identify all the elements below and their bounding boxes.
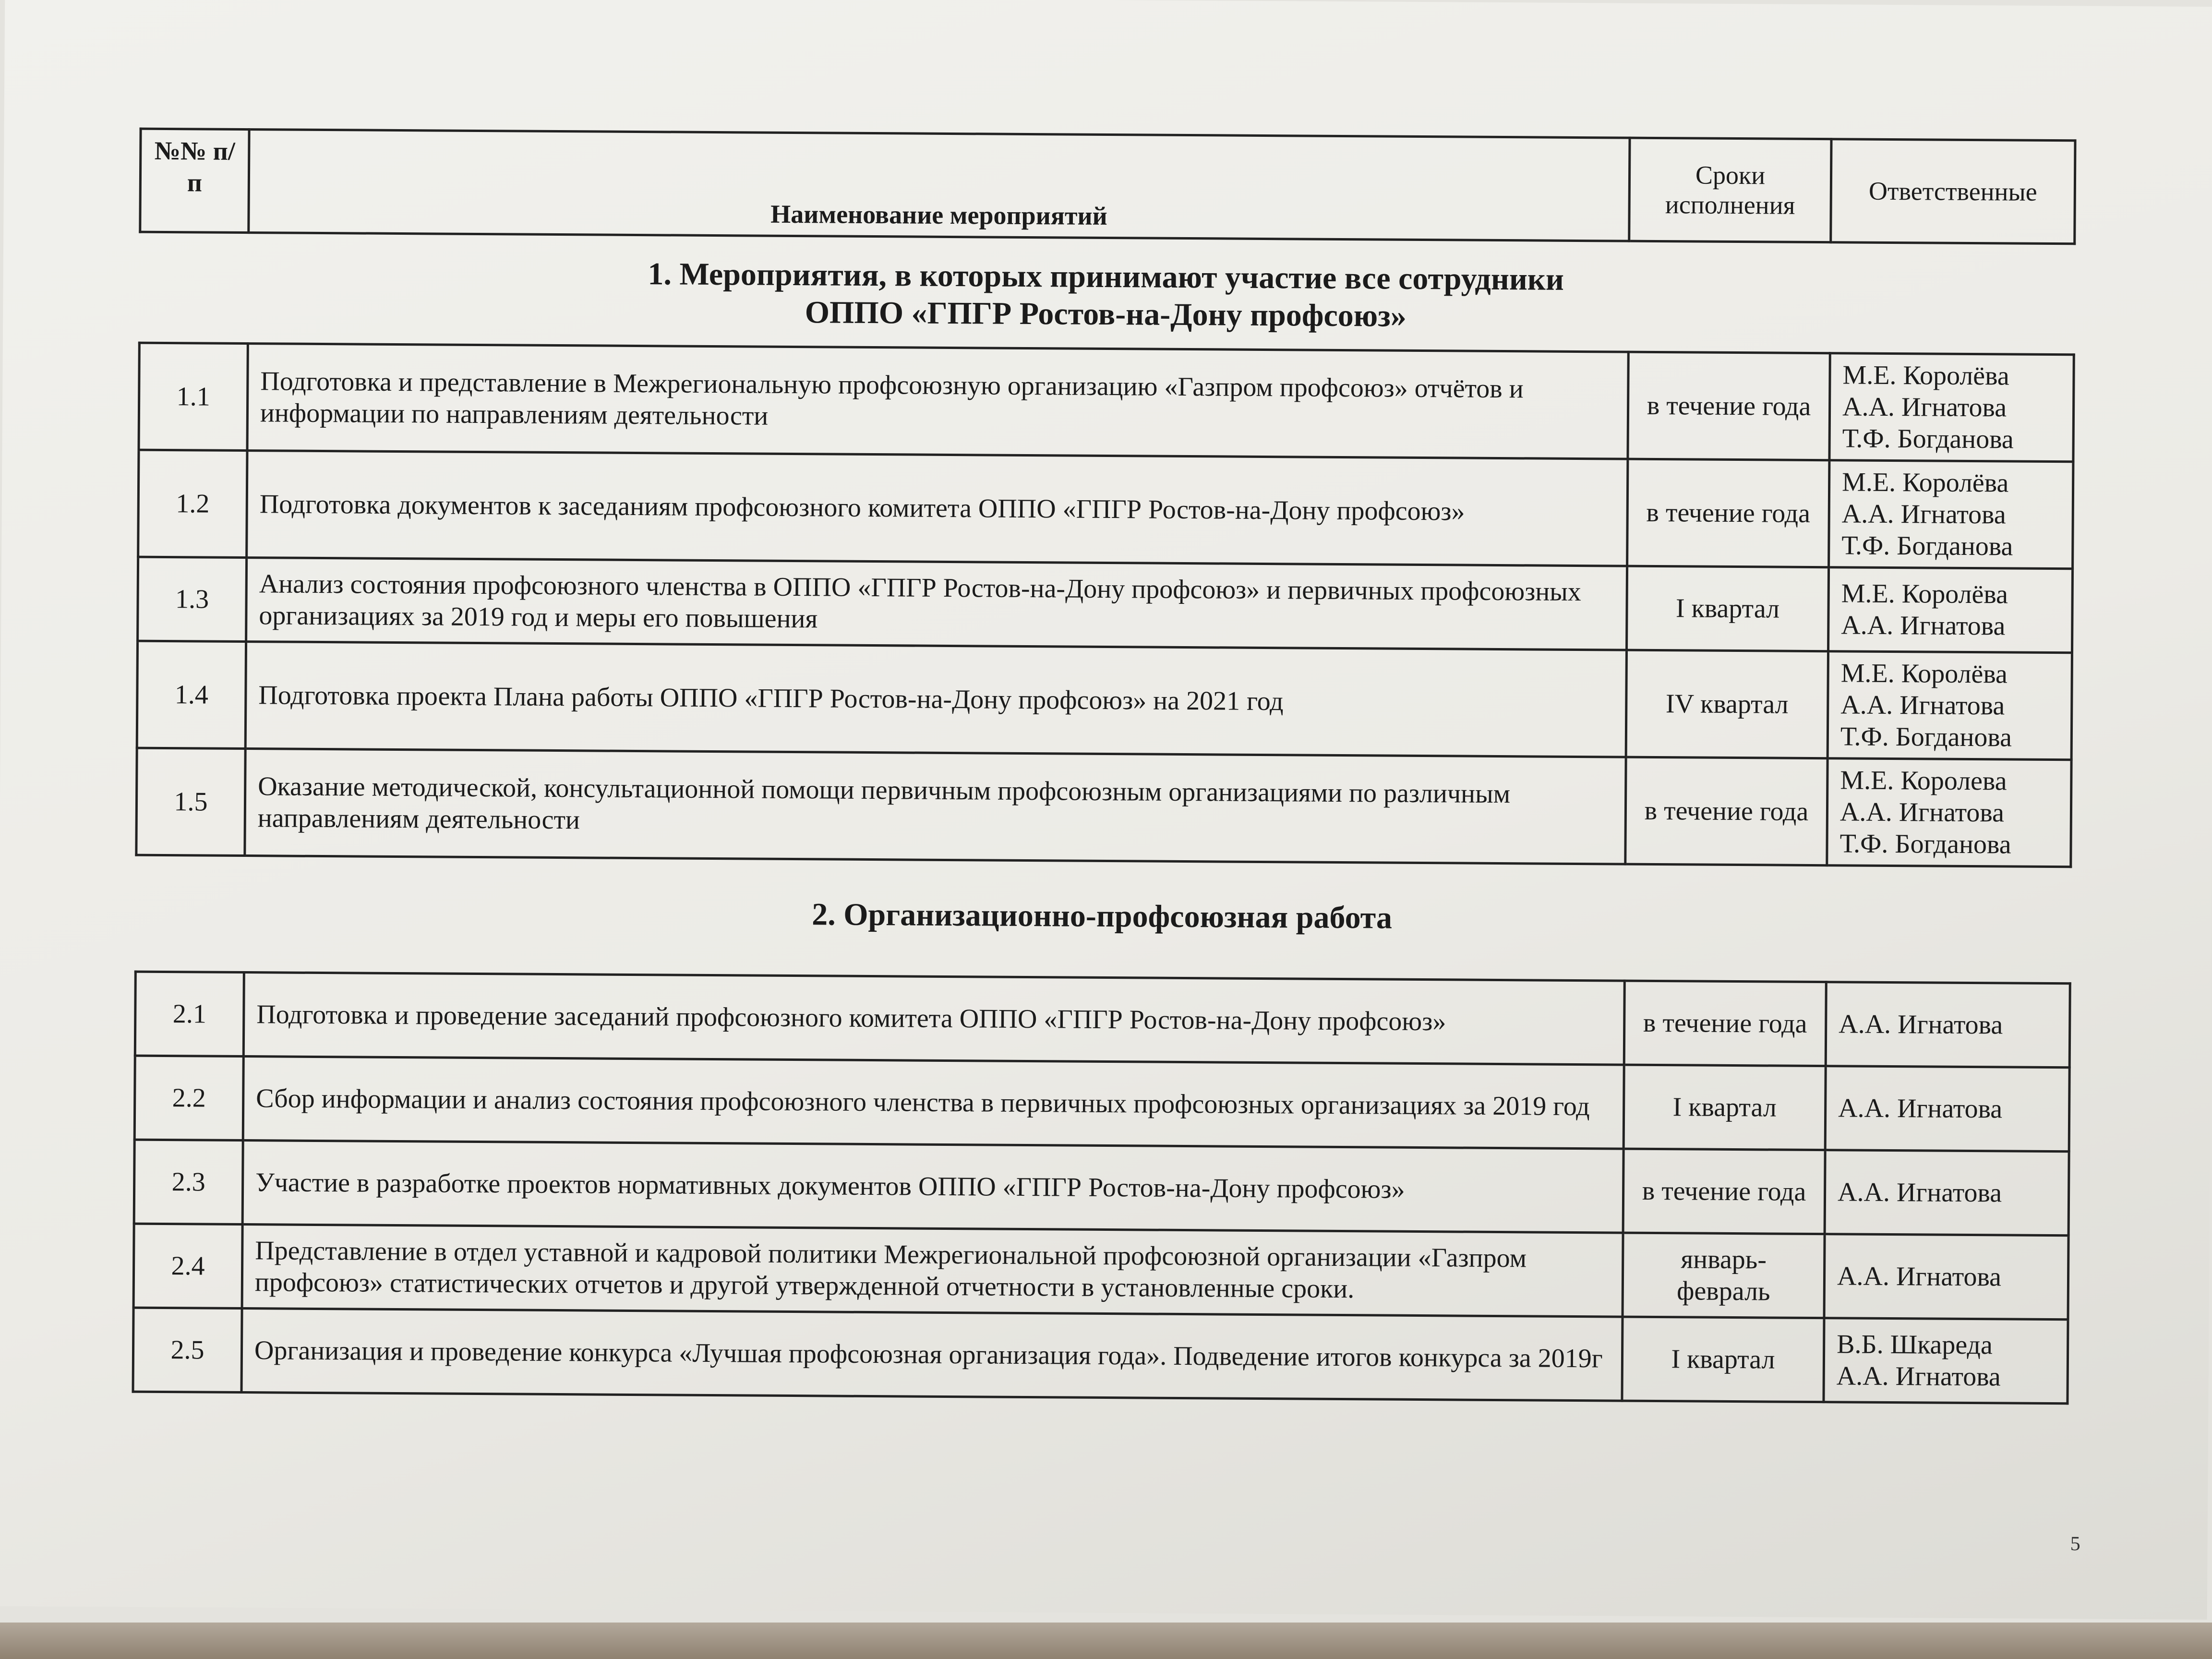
row-term: IV квартал bbox=[1626, 650, 1828, 758]
page-number: 5 bbox=[2070, 1533, 2080, 1555]
row-responsible bbox=[1827, 651, 2072, 760]
row-responsible bbox=[1824, 1318, 2068, 1404]
header-row bbox=[140, 129, 2075, 244]
row-activity: Подготовка и представление в Межрегиональную профсоюзную организацию «Газпром профсоюз» отчётов и информации по направлениям деятельности bbox=[247, 344, 1628, 459]
section1-title-line2: ОППО «ГПГР Ростов-на-Дону профсоюз» bbox=[805, 295, 1407, 334]
responsible-person: А.А. Игнатова bbox=[1837, 1177, 2002, 1208]
responsible-person: А.А. Игнатова bbox=[1838, 1093, 2003, 1124]
responsible-person: М.Е. Королева bbox=[1840, 765, 2007, 796]
header-table bbox=[139, 128, 2076, 245]
row-term: в течение года bbox=[1627, 459, 1829, 567]
header-term: Сроки исполнения bbox=[1629, 138, 1831, 242]
responsible-person: М.Е. Королёва bbox=[1840, 658, 2008, 689]
row-number: 2.5 bbox=[133, 1308, 242, 1392]
row-responsible bbox=[1828, 567, 2073, 653]
row-responsible bbox=[1824, 1234, 2068, 1320]
responsible-person: Т.Ф. Богданова bbox=[1842, 423, 2014, 455]
section2-table bbox=[132, 971, 2071, 1405]
row-number: 1.3 bbox=[138, 557, 247, 641]
row-responsible bbox=[1825, 1150, 2069, 1236]
responsible-person: Т.Ф. Богданова bbox=[1841, 530, 2013, 562]
row-activity: Сбор информации и анализ состояния профсоюзного членства в первичных профсоюзных организациях за 2019 год bbox=[243, 1057, 1624, 1149]
row-number: 1.2 bbox=[138, 450, 247, 557]
section2-title: 2. Организационно-профсоюзная работа bbox=[812, 897, 1393, 936]
section1-rows bbox=[136, 343, 2074, 867]
row-term: I квартал bbox=[1627, 566, 1829, 651]
section2-rows bbox=[133, 972, 2070, 1404]
row-term: в течение года bbox=[1625, 757, 1827, 866]
row-activity: Подготовка и проведение заседаний профсоюзного комитета ОППО «ГПГР Ростов-на-Дону профсоюз» bbox=[243, 973, 1624, 1065]
row-term: январь-февраль bbox=[1623, 1233, 1825, 1318]
responsible-person: А.А. Игнатова bbox=[1839, 1009, 2003, 1040]
table-row bbox=[134, 1140, 2069, 1236]
section1-table bbox=[135, 342, 2075, 868]
row-responsible bbox=[1826, 982, 2070, 1068]
responsible-person: А.А. Игнатова bbox=[1841, 499, 2006, 530]
responsible-person: А.А. Игнатова bbox=[1839, 797, 2005, 828]
row-activity: Подготовка проекта Плана работы ОППО «ГПГР Ростов-на-Дону профсоюз» на 2021 год bbox=[245, 642, 1626, 757]
table-row bbox=[139, 343, 2074, 462]
row-responsible bbox=[1825, 1066, 2069, 1152]
row-activity: Представление в отдел уставной и кадровой политики Межрегиональной профсоюзной организации «Газпром профсоюз» статистических отчетов и другой утвержденной отчетности в установленные сроки. bbox=[242, 1225, 1623, 1317]
table-row bbox=[133, 1224, 2068, 1320]
responsible-person: Т.Ф. Богданова bbox=[1839, 829, 2011, 860]
row-number: 1.5 bbox=[136, 748, 245, 855]
responsible-person: А.А. Игнатова bbox=[1841, 610, 2006, 641]
row-number: 1.4 bbox=[137, 641, 246, 748]
table-row bbox=[136, 748, 2071, 867]
table-row bbox=[134, 1056, 2069, 1152]
row-term: I квартал bbox=[1622, 1317, 1824, 1402]
row-responsible bbox=[1829, 460, 2073, 569]
table-row bbox=[138, 450, 2073, 569]
section1-title bbox=[138, 252, 2073, 339]
table-row bbox=[138, 557, 2073, 653]
row-number: 1.1 bbox=[139, 343, 248, 450]
row-term: в течение года bbox=[1623, 1149, 1825, 1234]
row-activity: Оказание методической, консультационной помощи первичным профсоюзным организациями по различным направлениям деятельности bbox=[245, 749, 1626, 865]
header-name: Наименование мероприятий bbox=[249, 130, 1630, 241]
row-term: I квартал bbox=[1623, 1065, 1826, 1150]
responsible-person: Т.Ф. Богданова bbox=[1840, 721, 2012, 753]
row-activity: Анализ состояния профсоюзного членства в ОППО «ГПГР Ростов-на-Дону профсоюз» и первичных профсоюзных организациях за 2019 год и меры его повышения bbox=[246, 558, 1627, 650]
plan-document bbox=[132, 128, 2074, 1405]
section1-title-line1: 1. Мероприятия, в которых принимают участие все сотрудники bbox=[648, 256, 1564, 297]
row-activity: Организация и проведение конкурса «Лучшая профсоюзная организация года». Подведение итогов конкурса за 2019г bbox=[241, 1309, 1623, 1401]
row-term: в течение года bbox=[1624, 981, 1826, 1066]
row-number: 2.1 bbox=[135, 972, 244, 1056]
row-number: 2.3 bbox=[134, 1140, 243, 1224]
row-number: 2.2 bbox=[134, 1056, 243, 1140]
table-row bbox=[133, 1308, 2068, 1404]
row-activity: Подготовка документов к заседаниям профсоюзного комитета ОППО «ГПГР Ростов-на-Дону профсоюз» bbox=[247, 451, 1628, 566]
desk-surface bbox=[0, 1623, 2212, 1659]
responsible-person: В.Б. Шкареда bbox=[1836, 1329, 1993, 1360]
responsible-person: А.А. Игнатова bbox=[1837, 1261, 2002, 1292]
responsible-person: А.А. Игнатова bbox=[1842, 392, 2007, 423]
row-number: 2.4 bbox=[133, 1224, 242, 1308]
row-responsible bbox=[1829, 353, 2074, 462]
row-activity: Участие в разработке проектов нормативных документов ОППО «ГПГР Ростов-на-Дону профсоюз» bbox=[242, 1141, 1623, 1233]
responsible-person: А.А. Игнатова bbox=[1840, 690, 2005, 721]
table-row bbox=[135, 972, 2070, 1068]
responsible-person: А.А. Игнатова bbox=[1836, 1361, 2001, 1392]
responsible-person: М.Е. Королёва bbox=[1841, 467, 2009, 498]
header-num: №№ п/п bbox=[140, 129, 249, 232]
table-row bbox=[137, 641, 2072, 760]
header-responsible: Ответственные bbox=[1831, 139, 2075, 244]
row-term: в течение года bbox=[1628, 352, 1830, 460]
row-responsible bbox=[1827, 758, 2071, 867]
responsible-person: М.Е. Королёва bbox=[1842, 360, 2009, 391]
responsible-person: М.Е. Королёва bbox=[1841, 578, 2008, 610]
